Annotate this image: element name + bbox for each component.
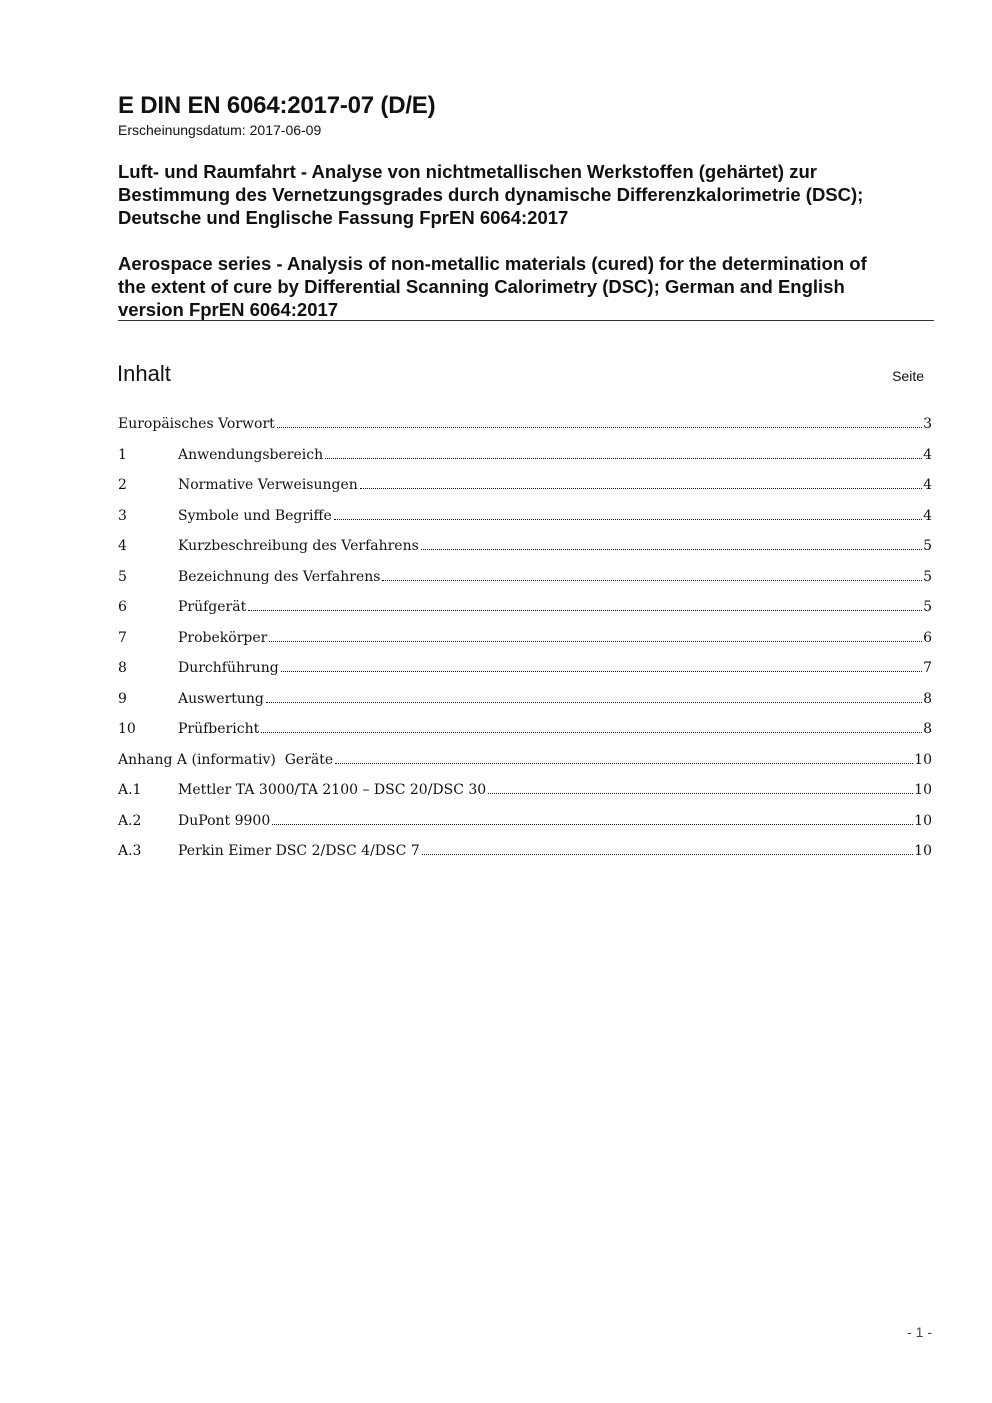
toc-entry-page: 4 — [923, 446, 932, 463]
toc-entry-number: 2 — [118, 477, 127, 493]
toc-leader-dots — [335, 763, 913, 764]
toc-entry-page: 5 — [923, 538, 932, 554]
toc-entry-number: A.2 — [118, 812, 142, 829]
toc-entry-label: Anwendungsbereich — [178, 446, 324, 463]
toc-entry-page: 8 — [923, 721, 932, 737]
toc-entry-number: A.3 — [118, 843, 142, 859]
toc-entry-label: Probekörper — [178, 629, 268, 646]
toc-entry-page: 5 — [923, 568, 932, 585]
toc-entry[interactable] — [118, 630, 932, 661]
toc-leader-dots — [281, 671, 922, 672]
toc-entry-number: 10 — [118, 721, 136, 737]
toc-entry-number: 9 — [118, 690, 127, 707]
page-number: - 1 - — [907, 1324, 932, 1340]
table-of-contents — [118, 416, 932, 874]
toc-entry-page: 10 — [914, 751, 932, 768]
toc-entry[interactable] — [118, 447, 932, 478]
toc-entry[interactable] — [118, 538, 932, 569]
toc-entry-page: 4 — [923, 507, 932, 524]
toc-entry-page: 3 — [923, 416, 932, 432]
toc-entry-number: 1 — [118, 446, 127, 463]
toc-entry-label: Symbole und Begriffe — [178, 507, 332, 524]
publication-date-label: Erscheinungsdatum: — [118, 122, 246, 138]
toc-leader-dots — [266, 702, 922, 703]
toc-entry-number: A.1 — [118, 782, 142, 798]
toc-entry-label: Prüfbericht — [178, 721, 260, 737]
toc-heading: Inhalt — [117, 361, 171, 386]
toc-entry-label: Mettler TA 3000/TA 2100 – DSC 20/DSC 30 — [178, 782, 487, 798]
toc-leader-dots — [269, 641, 922, 642]
toc-entry-label: Kurzbeschreibung des Verfahrens — [178, 538, 419, 554]
toc-leader-dots — [334, 519, 922, 520]
toc-entry-number: 7 — [118, 629, 127, 646]
toc-leader-dots — [360, 488, 922, 489]
toc-page-column-label: Seite — [892, 368, 924, 384]
toc-entry-page: 8 — [923, 690, 932, 707]
english-title-line: version FprEN 6064:2017 — [118, 299, 339, 320]
toc-entry-page: 5 — [923, 599, 932, 615]
toc-entry[interactable] — [118, 843, 932, 874]
toc-leader-dots — [277, 427, 922, 428]
toc-entry-page: 10 — [914, 812, 932, 829]
german-title-line: Bestimmung des Vernetzungsgrades durch dynamische Differenzkalorimetrie (DSC); — [118, 184, 864, 205]
toc-entry-label: DuPont 9900 — [178, 812, 271, 829]
toc-entry[interactable] — [118, 660, 932, 691]
toc-entry[interactable] — [118, 752, 932, 783]
toc-entry-number: 6 — [118, 599, 127, 615]
toc-entry-label: Prüfgerät — [178, 599, 247, 615]
toc-entry-number: 4 — [118, 538, 127, 554]
toc-entry-label: Perkin Eimer DSC 2/DSC 4/DSC 7 — [178, 843, 420, 859]
toc-entry[interactable] — [118, 477, 932, 508]
german-title-line: Luft- und Raumfahrt - Analyse von nichtmetallischen Werkstoffen (gehärtet) zur — [118, 161, 817, 182]
toc-entry-page: 10 — [914, 782, 932, 798]
toc-entry-number: 5 — [118, 568, 127, 585]
toc-entry-label: Auswertung — [178, 690, 264, 707]
toc-leader-dots — [248, 610, 922, 611]
toc-entry-label: Durchführung — [178, 660, 279, 676]
toc-leader-dots — [325, 458, 922, 459]
toc-entry[interactable] — [118, 691, 932, 722]
toc-entry-label: Bezeichnung des Verfahrens — [178, 568, 381, 585]
toc-entry[interactable] — [118, 721, 932, 752]
document-id-title: E DIN EN 6064:2017-07 (D/E) — [118, 92, 436, 119]
toc-entry-page: 6 — [923, 629, 932, 646]
german-title-line: Deutsche und Englische Fassung FprEN 6064:2017 — [118, 207, 569, 228]
toc-entry[interactable] — [118, 569, 932, 600]
toc-entry-page: 4 — [923, 477, 932, 493]
toc-entry[interactable] — [118, 813, 932, 844]
english-title-line: Aerospace series - Analysis of non-metallic materials (cured) for the determination of — [118, 253, 867, 274]
publication-date-value: 2017-06-09 — [249, 122, 322, 138]
toc-leader-dots — [272, 824, 913, 825]
toc-entry[interactable] — [118, 508, 932, 539]
toc-leader-dots — [421, 549, 922, 550]
title-divider — [118, 320, 934, 321]
toc-entry-number: 8 — [118, 660, 127, 676]
toc-leader-dots — [488, 793, 913, 794]
toc-entry-page: 7 — [923, 660, 932, 676]
toc-entry[interactable] — [118, 416, 932, 447]
publication-date — [118, 122, 321, 138]
toc-leader-dots — [261, 732, 922, 733]
toc-entry-label: Europäisches Vorwort — [118, 416, 275, 432]
toc-entry-number: 3 — [118, 507, 127, 524]
toc-entry-page: 10 — [914, 843, 932, 859]
german-title — [118, 160, 938, 229]
toc-leader-dots — [422, 854, 913, 855]
toc-entry-label: Anhang A (informativ) Geräte — [118, 751, 334, 768]
english-title-line: the extent of cure by Differential Scanning Calorimetry (DSC); German and English — [118, 276, 845, 297]
english-title — [118, 252, 938, 321]
toc-entry[interactable] — [118, 782, 932, 813]
toc-entry-label: Normative Verweisungen — [178, 477, 358, 493]
toc-entry[interactable] — [118, 599, 932, 630]
toc-leader-dots — [382, 580, 922, 581]
